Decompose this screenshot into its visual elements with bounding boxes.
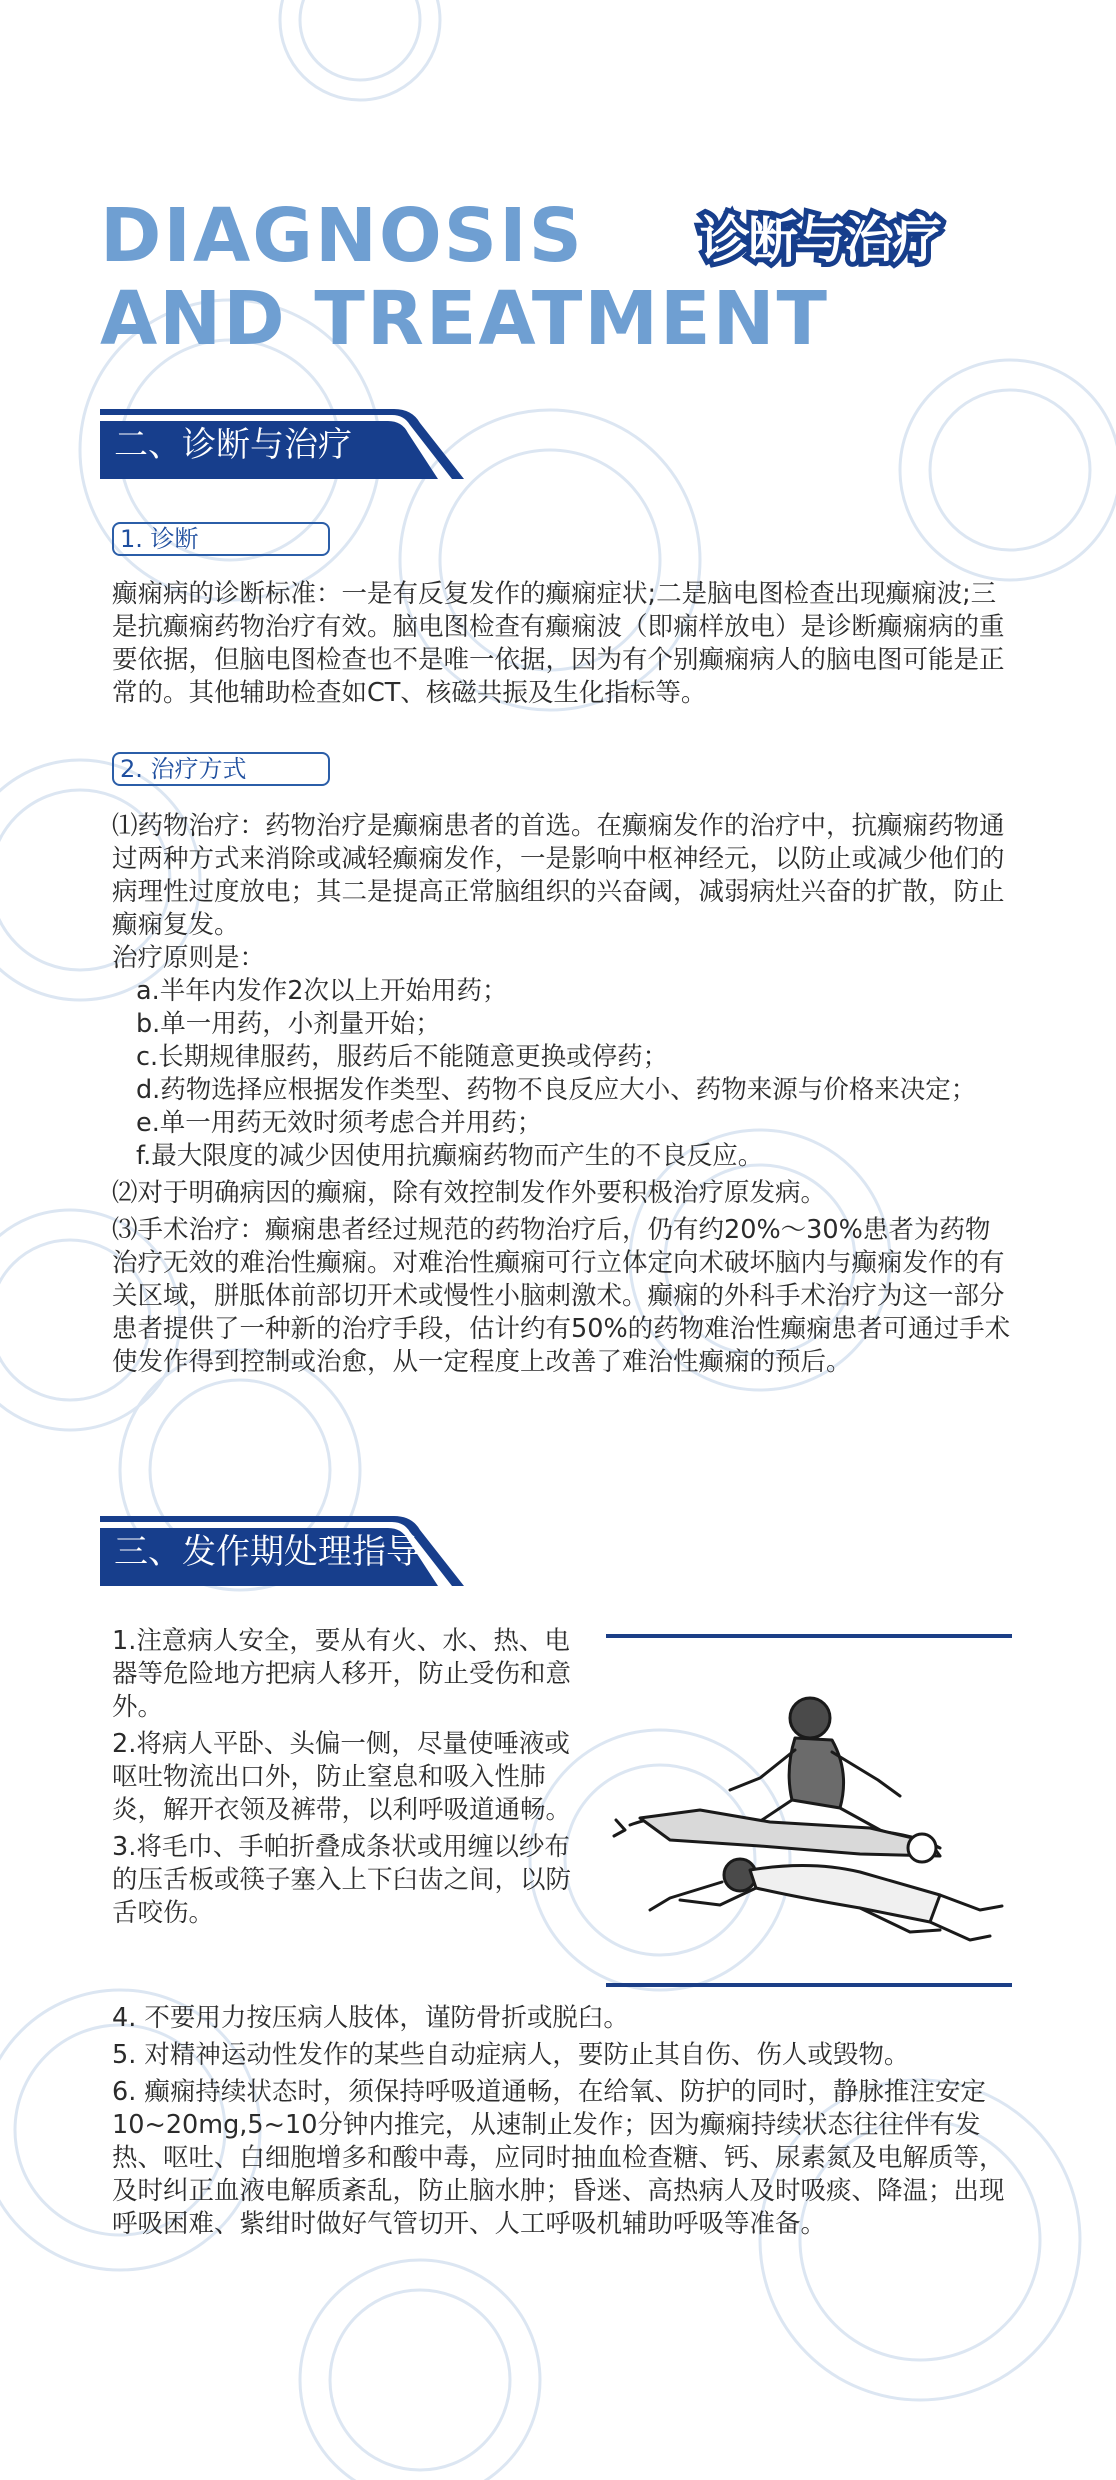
- principle-item: f.最大限度的减少因使用抗癫痫药物而产生的不良反应。: [136, 1141, 764, 1171]
- hero-title-line2: AND TREATMENT: [100, 276, 829, 362]
- first-aid-item: 2.将病人平卧、头偏一侧，尽量使唾液或呕吐物流出口外，防止窒息和吸入性肺炎，解开衣领及裤带，以利呼吸道通畅。: [112, 1729, 572, 1825]
- section3-banner: [100, 1510, 480, 1590]
- section3-title: 三、发作期处理指导: [114, 1532, 420, 1572]
- first-aid-full-items: [112, 2002, 1012, 2241]
- principle-item: e.单一用药无效时须考虑合并用药；: [136, 1108, 543, 1138]
- diagnosis-paragraph: [112, 578, 1012, 710]
- section2-title: 二、诊断与治疗: [114, 425, 352, 465]
- principle-item: a.半年内发作2次以上开始用药；: [136, 976, 508, 1006]
- first-aid-item: 4. 不要用力按压病人肢体，谨防骨折或脱臼。: [112, 2003, 629, 2033]
- principle-item: c.长期规律服药，服药后不能随意更换或停药；: [136, 1042, 669, 1072]
- hero-title-cn: 诊断与治疗: [700, 211, 940, 269]
- subhead-treatment: 2. 治疗方式: [112, 752, 330, 786]
- hero-title-line1: DIAGNOSIS: [100, 193, 584, 279]
- subhead-diagnosis: 1. 诊断: [112, 522, 330, 556]
- treatment-p1: ⑴药物治疗：药物治疗是癫痫患者的首选。在癫痫发作的治疗中，抗癫痫药物通过两种方式来消除或减轻癫痫发作，一是影响中枢神经元，以防止或减少他们的病理性过度放电；其二是提高正常脑组织的兴奋阈，减弱病灶兴奋的扩散，防止癫痫复发。: [112, 811, 1005, 940]
- first-aid-column: [112, 1625, 582, 1934]
- principle-item: b.单一用药，小剂量开始；: [136, 1009, 441, 1039]
- treatment-p2: ⑵对于明确病因的癫痫，除有效控制发作外要积极治疗原发病。: [112, 1178, 827, 1208]
- first-aid-illustration: [610, 1660, 1010, 1960]
- diagnosis-body: 癫痫病的诊断标准：一是有反复发作的癫痫症状;二是脑电图检查出现癫痫波;三是抗癫痫药物治疗有效。脑电图检查有癫痫波（即痫样放电）是诊断癫痫病的重要依据，但脑电图检查也不是唯一依据，因为有个别癫痫病人的脑电图可能是正常的。其他辅助检查如CT、核磁共振及生化指标等。: [112, 579, 1005, 708]
- principle-item: d.药物选择应根据发作类型、药物不良反应大小、药物来源与价格来决定；: [136, 1075, 977, 1105]
- principles-title: 治疗原则是：: [112, 943, 266, 973]
- illustration-bottom-rule: [606, 1983, 1012, 1987]
- section2-banner: [100, 403, 480, 483]
- first-aid-item: 1.注意病人安全，要从有火、水、热、电器等危险地方把病人移开，防止受伤和意外。: [112, 1626, 572, 1722]
- first-aid-item: 6. 癫痫持续状态时，须保持呼吸道通畅，在给氧、防护的同时，静脉推注安定10~20mg,5~10分钟内推完，从速制止发作；因为癫痫持续状态往往伴有发热、呕吐、白细胞增多和酸中毒，应同时抽血检查糖、钙、尿素氮及电解质等，及时纠正血液电解质紊乱，防止脑水肿；昏迷、高热病人及时吸痰、降温；出现呼吸困难、紫绀时做好气管切开、人工呼吸机辅助呼吸等准备。: [112, 2077, 1005, 2239]
- first-aid-item: 3.将毛巾、手帕折叠成条状或用缠以纱布的压舌板或筷子塞入上下臼齿之间，以防舌咬伤。: [112, 1832, 572, 1928]
- first-aid-item: 5. 对精神运动性发作的某些自动症病人，要防止其自伤、伤人或毁物。: [112, 2040, 910, 2070]
- treatment-p3: ⑶手术治疗：癫痫患者经过规范的药物治疗后，仍有约20%～30%患者为药物治疗无效的难治性癫痫。对难治性癫痫可行立体定向术破坏脑内与癫痫发作的有关区域，胼胝体前部切开术或慢性小脑刺激术。癫痫的外科手术治疗为这一部分患者提供了一种新的治疗手段，估计约有50%的药物难治性癫痫患者可通过手术使发作得到控制或治愈，从一定程度上改善了难治性癫痫的预后。: [112, 1215, 1011, 1377]
- treatment-block: [112, 810, 1012, 1379]
- illustration-top-rule: [606, 1634, 1012, 1638]
